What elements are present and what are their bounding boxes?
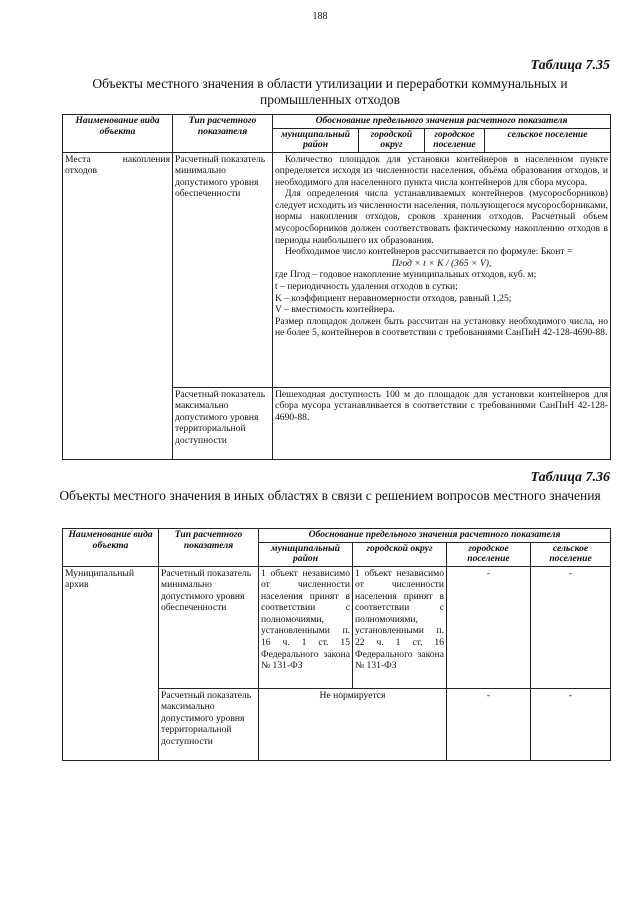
paragraph: V – вместимость контейнера.	[275, 304, 395, 316]
justification-cell: Пешеходная доступность 100 м до площадок для установки контейнеров для сбора мусора устанавливается в соответствии с требованиями СанПиН 42-128-4690-88.	[273, 387, 611, 459]
header-indicator-type: Тип расчетного показателя	[173, 115, 273, 153]
header-indicator-type: Тип расчетного показателя	[159, 529, 259, 567]
indicator-type-cell: Расчетный показатель максимально допустимого уровня территориальной доступности	[173, 387, 273, 459]
table-7-35	[62, 114, 611, 460]
header-justification: Обоснование предельного значения расчетного показателя	[259, 529, 611, 543]
paragraph: Количество площадок для установки контейнеров в населенном пункте определяется исходя из численности населения, объёма образования отходов, и необходимого для населенного пункта числа контейнеров для сбора мусора.	[275, 153, 609, 188]
paragraph: Размер площадок должен быть рассчитан на установку необходимого числа, но не более 5, контейнеров в соответствии с требованиями СанПиН 42-128-4690-88.	[275, 315, 609, 339]
header-urban-settlement: городское поселение	[447, 542, 531, 566]
paragraph: Для определения числа устанавливаемых контейнеров (мусоросборников) следует исходить из численности населения, пользующегося мусоросборниками, нормы накопления отходов, сроков хранения отходов. Расчетный объем мусоросборников должен соответствовать фактическому накоплению отходов в периоды наибольшего их образования.	[275, 188, 609, 246]
table-title-7-36: Объекты местного значения в иных областях в связи с решением вопросов местного значения	[59, 488, 601, 503]
rural-settlement-cell: -	[531, 688, 611, 760]
paragraph: K – коэффициент неравномерности отходов, равный 1,25;	[275, 292, 512, 304]
paragraph: t – периодичность удаления отходов в сутки;	[275, 281, 458, 293]
urban-settlement-cell: -	[447, 566, 531, 688]
header-object-name: Наименование вида объекта	[63, 529, 159, 567]
header-urban-settlement: городское поселение	[425, 128, 485, 152]
header-urban-district: городской округ	[353, 542, 447, 566]
object-name-cell: Муниципальный архив	[63, 566, 159, 760]
page-number: 188	[312, 11, 328, 22]
table-title-7-35: Объекты местного значения в области утилизации и переработки коммунальных и промышленных отходов	[92, 76, 568, 107]
indicator-type-cell: Расчетный показатель минимально допустимого уровня обеспеченности	[173, 152, 273, 387]
rural-settlement-cell: -	[531, 566, 611, 688]
justification-cell	[273, 152, 611, 387]
header-urban-district: городской округ	[359, 128, 425, 152]
formula: Пгод × t × K / (365 × V),	[391, 257, 492, 269]
urban-settlement-cell: -	[447, 688, 531, 760]
municipal-district-cell: 1 объект независимо от численности населения принят в соответствии с полномочиями, установленными п. 16 ч. 1 ст. 15 Федерального закона № 131-ФЗ	[259, 566, 353, 688]
header-rural-settlement: сельское поселение	[531, 542, 611, 566]
indicator-type-cell: Расчетный показатель максимально допустимого уровня территориальной доступности	[159, 688, 259, 760]
table-label-7-36: Таблица 7.36	[530, 470, 610, 485]
table-label-7-35: Таблица 7.35	[530, 58, 610, 73]
indicator-type-cell: Расчетный показатель минимально допустимого уровня обеспеченности	[159, 566, 259, 688]
table-7-36	[62, 528, 611, 761]
header-justification: Обоснование предельного значения расчетного показателя	[273, 115, 611, 129]
header-municipal-district: муниципальный район	[259, 542, 353, 566]
paragraph: Необходимое число контейнеров рассчитывается по формуле: Бконт =	[285, 246, 573, 258]
header-object-name: Наименование вида объекта	[63, 115, 173, 153]
header-municipal-district: муниципальный район	[273, 128, 359, 152]
header-rural-settlement: сельское поселение	[485, 128, 611, 152]
urban-district-cell: 1 объект независимо от численности населения принят в соответствии с полномочиями, установленными п. 22 ч. 1 ст. 16 Федерального закона № 131-ФЗ	[353, 566, 447, 688]
paragraph: где Пгод – годовое накопление муниципальных отходов, куб. м;	[275, 269, 537, 281]
not-regulated-cell: Не нормируется	[259, 688, 447, 760]
object-name-cell: Места накопления отходов	[63, 152, 173, 459]
